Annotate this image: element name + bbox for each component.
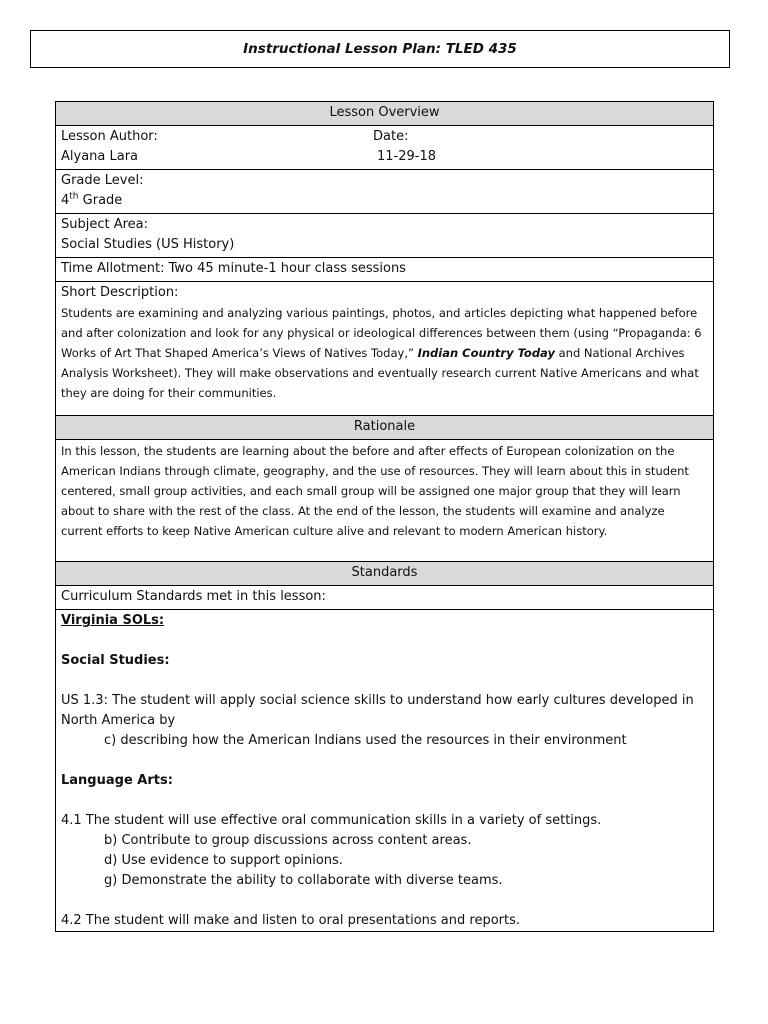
author-date-cell xyxy=(56,126,714,170)
short-description-cell xyxy=(56,282,714,416)
short-description-source: Indian Country Today xyxy=(417,346,555,360)
short-description-part1: Students are examining and analyzing various paintings, photos, and articles depicting what happened before and after colonization and look for any physical or ideological differences between them (using “Propaganda: 6 Works of Art That Shaped America’s Views of Natives Today,” xyxy=(61,306,702,360)
subject-area-cell xyxy=(56,214,714,258)
curriculum-standards-label: Curriculum Standards met in this lesson: xyxy=(56,586,714,610)
rationale-text: In this lesson, the students are learning about the before and after effects of European colonization on the American Indians through climate, geography, and the use of resources. They will learn about this in student centered, small group activities, and each small group will be assigned one major group that they will learn about to share with the rest of the class. At the end of the lesson, the students will examine and analyze current efforts to keep Native American culture alive and relevant to modern American history. xyxy=(61,444,689,538)
lesson-plan-table xyxy=(55,101,714,932)
standard-la-4-1-d: d) Use evidence to support opinions. xyxy=(104,853,343,868)
grade-word: Grade xyxy=(82,193,123,208)
lesson-overview-header: Lesson Overview xyxy=(56,102,714,126)
standard-la-4-1-g: g) Demonstrate the ability to collaborate with diverse teams. xyxy=(104,873,503,888)
time-allotment: Time Allotment: Two 45 minute-1 hour class sessions xyxy=(56,258,714,282)
grade-suffix: th xyxy=(69,191,79,202)
subject-label: Subject Area: xyxy=(61,217,149,232)
document-title: Instructional Lesson Plan: TLED 435 xyxy=(30,30,730,68)
subject-value: Social Studies (US History) xyxy=(61,237,235,252)
language-arts-heading: Language Arts: xyxy=(61,773,173,788)
standard-la-4-2: 4.2 The student will make and listen to oral presentations and reports. xyxy=(61,913,521,928)
rationale-header: Rationale xyxy=(56,416,714,440)
standard-la-4-1-b: b) Contribute to group discussions across content areas. xyxy=(104,833,472,848)
standard-us-1-3: US 1.3: The student will apply social science skills to understand how early cultures developed in North America by xyxy=(61,693,694,728)
short-description-part2: and National Archives Analysis Worksheet). They will make observations and eventually research current Native Americans and what they are doing for their communities. xyxy=(61,346,699,400)
date-value: 11-29-18 xyxy=(377,149,437,164)
rationale-cell xyxy=(56,440,714,562)
standards-content-cell xyxy=(56,610,714,932)
date-label: Date: xyxy=(373,129,409,144)
grade-number: 4 xyxy=(61,193,70,208)
author-value: Alyana Lara xyxy=(61,149,139,164)
standard-us-1-3-c: c) describing how the American Indians used the resources in their environment xyxy=(104,733,627,748)
short-description-label: Short Description: xyxy=(61,285,179,300)
grade-level-cell xyxy=(56,170,714,214)
standard-la-4-1: 4.1 The student will use effective oral communication skills in a variety of settings. xyxy=(61,813,602,828)
author-label: Lesson Author: xyxy=(61,129,158,144)
grade-value xyxy=(61,191,708,211)
short-description-text xyxy=(61,303,708,403)
social-studies-heading: Social Studies: xyxy=(61,653,170,668)
grade-label: Grade Level: xyxy=(61,173,144,188)
virginia-sols-heading: Virginia SOLs: xyxy=(61,613,165,628)
standards-header: Standards xyxy=(56,562,714,586)
